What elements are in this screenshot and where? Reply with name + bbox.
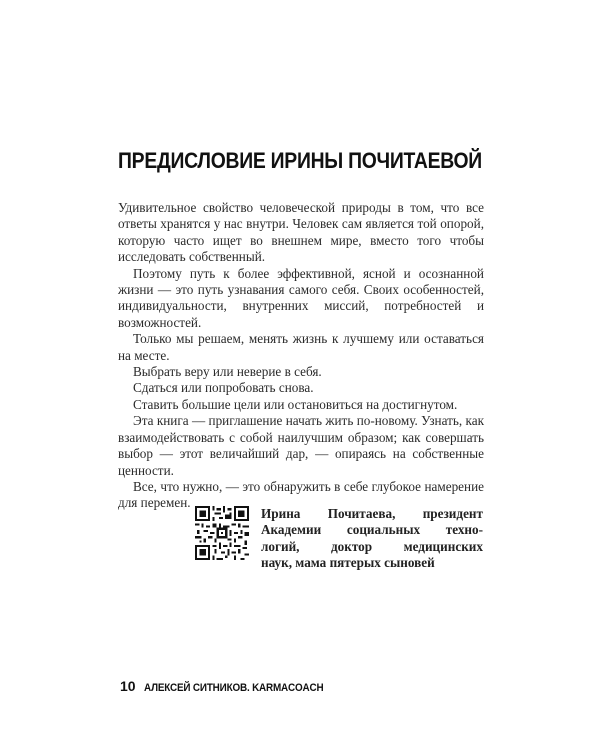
signature-block <box>195 506 485 572</box>
signature <box>261 506 483 572</box>
paragraph-6: Ставить большие цели или остановиться на достигнутом. <box>133 396 458 412</box>
paragraph-2: Поэтому путь к более эффективной, ясной и осознанной жизни — это путь узнавания самого себя. Своих особенностей, индивидуальности, внутренних миссий, потребностей и возможностей. <box>118 265 484 330</box>
signature-line-4: наук, мама пятерых сыновей <box>261 555 435 571</box>
running-title: АЛЕКСЕЙ СИТНИКОВ. KARMACOACH <box>143 682 324 694</box>
page-number: 10 <box>120 678 136 694</box>
page-title: ПРЕДИСЛОВИЕ ИРИНЫ ПОЧИТАЕВОЙ <box>118 148 482 173</box>
paragraph-8: Все, что нужно, — это обнаружить в себе глубокое намерение для перемен. <box>118 478 484 511</box>
paragraph-7: Эта книга — приглашение начать жить по-новому. Узнать, как взаимодействовать с собой наилучшим образом; как совершать выбор — этот величайший дар, — опираясь на собственные ценности. <box>118 413 484 478</box>
signature-line-1: Ирина Почитаева, президент <box>261 506 483 521</box>
page-footer <box>120 678 343 694</box>
paragraph-1: Удивительное свойство человеческой природы в том, что все ответы хранятся у нас внутри. Человек сам является той опорой, которую часто ищет во внешнем мире, вместо того чтобы исследовать собственный. <box>118 200 484 265</box>
paragraph-5: Сдаться или попробовать снова. <box>133 380 314 396</box>
signature-line-3: логий, доктор медицинских <box>261 538 483 554</box>
foreword-text <box>118 200 484 512</box>
paragraph-3: Только мы решаем, менять жизнь к лучшему или оставаться на месте. <box>118 331 484 363</box>
paragraph-4: Выбрать веру или неверие в себя. <box>133 364 322 380</box>
signature-line-2: Академии социальных техно- <box>261 522 483 538</box>
qr-code-icon[interactable] <box>195 506 249 560</box>
